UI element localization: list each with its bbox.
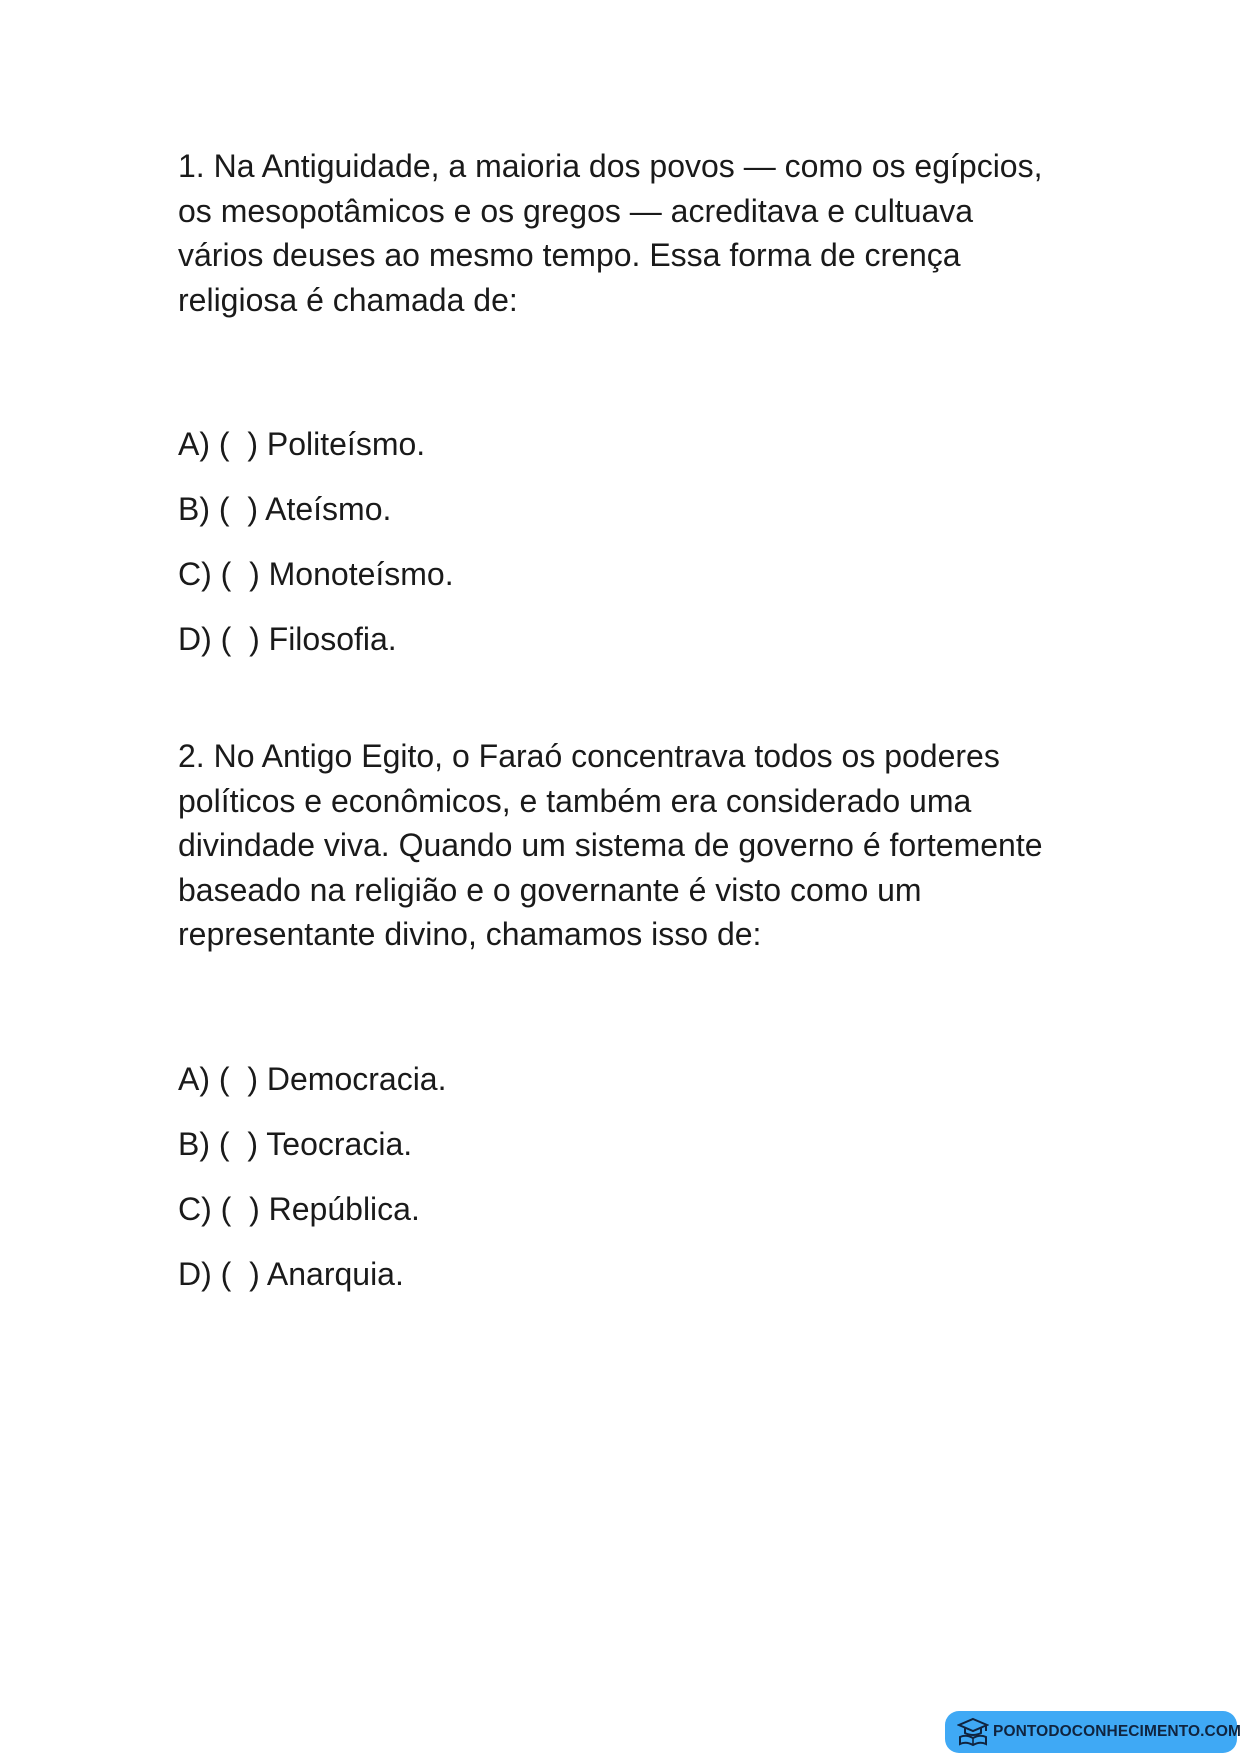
- graduation-book-icon: [957, 1717, 989, 1747]
- option-b: B) ( ) Ateísmo.: [178, 491, 392, 527]
- site-logo-badge: [945, 1711, 1241, 1753]
- option-c: C) ( ) República.: [178, 1190, 420, 1227]
- question-2: [178, 734, 1058, 1321]
- question-stem: 1. Na Antiguidade, a maioria dos povos — como os egípcios, os mesopotâmicos e os gregos — acreditava e cultuava vários deuses ao mesmo tempo. Essa forma de crença religiosa é chamada de:: [178, 148, 1043, 318]
- logo-text: PONTODOCONHECIMENTO.COM: [993, 1723, 1241, 1740]
- option-b: B) ( ) Teocracia.: [178, 1125, 413, 1162]
- question-stem: 2. No Antigo Egito, o Faraó concentrava todos os poderes políticos e econômicos, e também era considerado uma divindade viva. Quando um sistema de governo é fortemente baseado na religião e o governante é visto como um representante divino, chamamos isso de:: [178, 738, 1043, 952]
- option-d: D) ( ) Filosofia.: [178, 621, 397, 657]
- answer-options: [178, 1061, 1058, 1321]
- option-d: D) ( ) Anarquia.: [178, 1255, 404, 1292]
- option-a: A) ( ) Politeísmo.: [178, 426, 426, 462]
- option-c: C) ( ) Monoteísmo.: [178, 556, 454, 592]
- question-1: [178, 144, 1058, 686]
- option-a: A) ( ) Democracia.: [178, 1060, 447, 1097]
- answer-options: [178, 426, 1058, 686]
